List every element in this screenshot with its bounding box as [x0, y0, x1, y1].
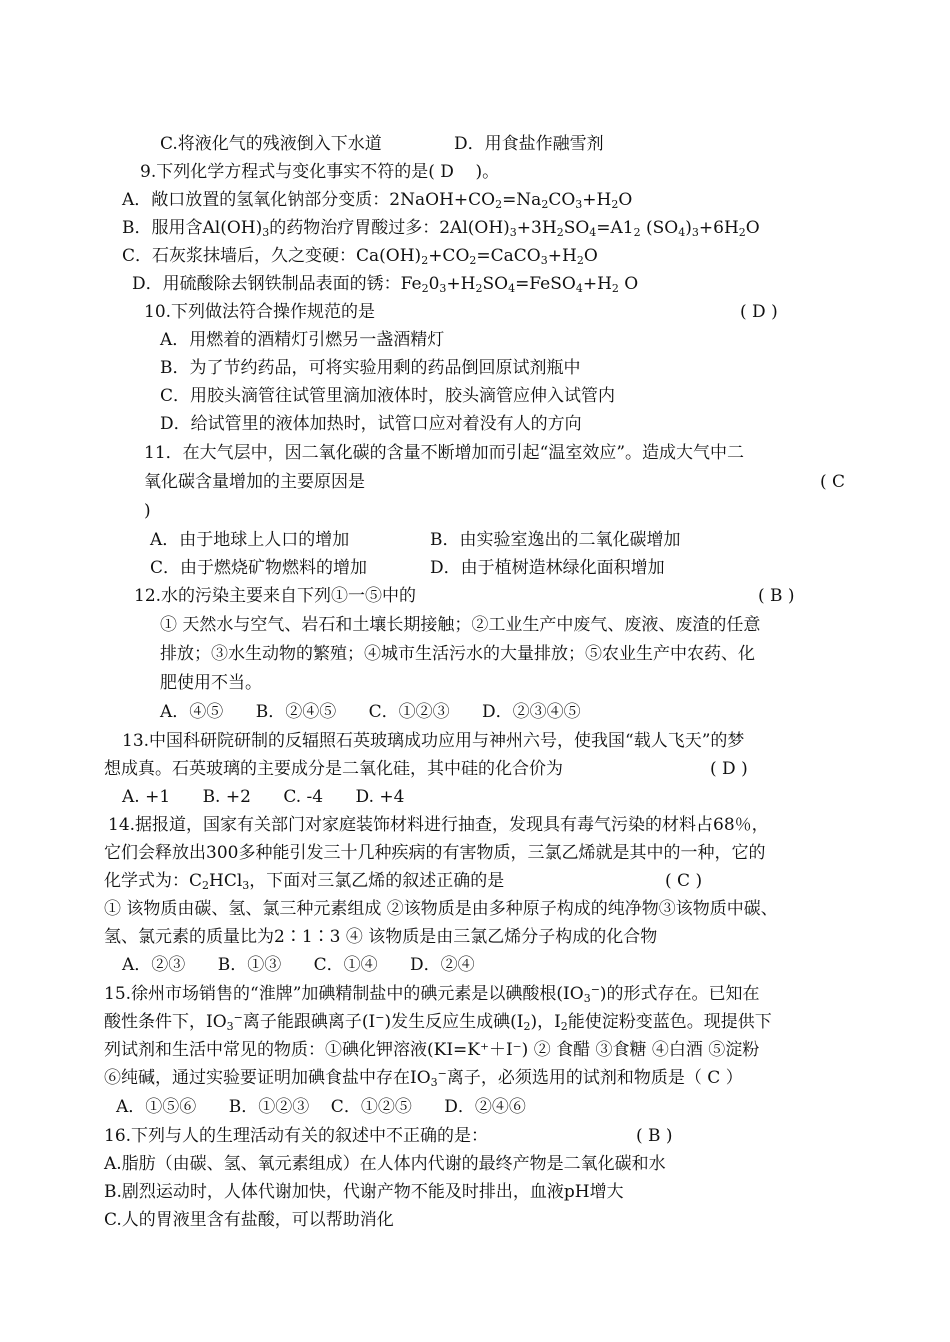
q16-stem: 16.下列与人的生理活动有关的叙述中不正确的是：: [104, 1126, 489, 1146]
q9-a-sub: 2: [611, 198, 619, 211]
q12-stem: 12.水的污染主要来自下列①一⑤中的: [134, 586, 417, 606]
q10-answer: ( D ): [740, 302, 778, 322]
q9-c-sub: 3: [540, 254, 548, 267]
q9-c-sub: 2: [421, 254, 429, 267]
q9-c-sub: 2: [576, 254, 584, 267]
q8-option-d: [454, 132, 604, 156]
q14-formula-sub: 3: [242, 879, 250, 892]
q9-c-part: O: [583, 246, 598, 266]
q15-sub: 3: [430, 1076, 438, 1089]
q14-stem-line2: 它们会释放出300多种能引发三十几种疾病的有害物质，三氯乙烯就是其中的一种，它的: [104, 843, 766, 863]
q9-d-sub: 3: [439, 282, 447, 295]
q10-option-b: B．为了节约药品，可将实验用剩的药品倒回原试剂瓶中: [160, 358, 581, 378]
q15-sup: −: [437, 1067, 447, 1080]
q9-a-part: CO: [548, 190, 576, 210]
q9-b-part: (SO: [640, 218, 679, 238]
q9-stem-end: )。: [475, 162, 500, 182]
q11-stem-line2: 氧化碳含量增加的主要原因是: [144, 472, 365, 492]
q9-c-part: =CaCO: [476, 246, 541, 266]
q12-context-line2: 排放；③水生动物的繁殖；④城市生活污水的大量排放；⑤农业生产中农药、化: [160, 644, 755, 664]
q9-b-sub: 3: [691, 226, 699, 239]
q9-d-sub: 2: [421, 282, 429, 295]
q15-sub: 3: [583, 992, 591, 1005]
q9-d-part: +H: [582, 274, 612, 294]
q15-stem-line1: [104, 982, 760, 1006]
q9-c-part: +CO: [428, 246, 470, 266]
q10-option-d: D．给试管里的液体加热时，试管口应对着没有人的方向: [160, 414, 582, 434]
q9-d-part: SO: [482, 274, 509, 294]
q9-b-part: +6H: [698, 218, 739, 238]
q9-b-part: +3H: [516, 218, 557, 238]
q9-b-part: O: [745, 218, 760, 238]
q15-sub: 2: [560, 1020, 568, 1033]
q11-option-c: C．由于燃烧矿物燃料的增加: [150, 558, 368, 578]
q9-b-sub: 2: [738, 226, 746, 239]
q9-option-c: [122, 244, 598, 268]
q8-option-c: [160, 132, 382, 156]
q9-b-sub: 4: [678, 226, 686, 239]
q15-text: 15.徐州市场销售的“淮牌”加碘精制盐中的碘元素是以碘酸根(IO: [104, 984, 584, 1004]
q15-text: )发生反应生成碘(I: [384, 1012, 524, 1032]
q9-a-part: O: [618, 190, 633, 210]
q15-sup: −: [233, 1011, 243, 1024]
q13-options: A. +1 B. +2 C. -4 D. +4: [122, 787, 405, 807]
q9-a-sub: 2: [495, 198, 503, 211]
q9-b-text: B．服用含Al(OH): [122, 218, 263, 238]
q9-b-sub: 3: [509, 226, 517, 239]
q13-stem-line1: 13.中国科研院研制的反辐照石英玻璃成功应用与神州六号，使我国“载人飞天”的梦: [122, 731, 745, 751]
q14-context-line1: ① 该物质由碳、氢、氯三种元素组成 ②该物质是由多种原子构成的纯净物③该物质中碳、: [104, 899, 778, 919]
q14-context-line2: 氢、氯元素的质量比为2∶1∶3 ④ 该物质是由三氯乙烯分子构成的化合物: [104, 927, 658, 947]
q9-d-part: O: [618, 274, 639, 294]
q9-stem-text: 9.下列化学方程式与变化事实不符的是(: [140, 162, 435, 182]
q14-formula-part: HCl: [209, 871, 243, 891]
q8-option-c-text: C.将液化气的残液倒入下水道: [160, 134, 382, 154]
q15-text: ⑥纯碱，通过实验要证明加碘食盐中存在IO: [104, 1068, 431, 1088]
q14-formula-sub: 2: [202, 879, 210, 892]
q9-a-sub: 3: [575, 198, 583, 211]
q9-a-sub: 2: [541, 198, 549, 211]
q9-b-sub: 2: [633, 226, 641, 239]
q14-answer: ( C ): [665, 871, 703, 891]
q15-text: )，I: [530, 1012, 561, 1032]
q15-sub: 3: [226, 1020, 234, 1033]
q15-stem-line4: [104, 1066, 743, 1090]
q15-stem-line3: 列试剂和生活中常见的物质：①碘化钾溶液(KI=K⁺＋I⁻) ② 食醋 ③食糖 ④白酒 ⑤淀粉: [104, 1040, 760, 1060]
q15-text: 离子，必须选用的试剂和物质是（ C ）: [446, 1068, 743, 1088]
q9-option-b: [122, 216, 760, 240]
q9-d-sub: 4: [575, 282, 583, 295]
q10-stem: 10.下列做法符合操作规范的是: [144, 302, 376, 322]
q12-context-line1: ① 天然水与空气、岩石和土壤长期接触；②工业生产中废气、废液、废渣的任意: [160, 615, 761, 635]
q11-stem-line3: ): [144, 501, 151, 521]
q15-text: 酸性条件下，IO: [104, 1012, 227, 1032]
q15-stem-line2: [104, 1010, 772, 1034]
q9-a-text: A．敞口放置的氢氧化钠部分变质：2NaOH+CO: [122, 190, 496, 210]
q14-stem-line1: 14.据报道，国家有关部门对家庭装饰材料进行抽查，发现具有毒气污染的材料占68％，: [108, 815, 769, 835]
q16-option-c: C.人的胃液里含有盐酸，可以帮助消化: [104, 1210, 394, 1230]
q9-d-sub: 2: [611, 282, 619, 295]
q11-option-b: B．由实验室逸出的二氧化碳增加: [430, 530, 681, 550]
q11-option-d: D．由于植树造林绿化面积增加: [430, 558, 665, 578]
q11-option-a: A．由于地球上人口的增加: [150, 530, 350, 550]
q12-context-line3: 肥使用不当。: [160, 673, 262, 693]
q15-text: 离子能跟碘离子(I: [242, 1012, 376, 1032]
q9-b-part: 的药物治疗胃酸过多：2Al(OH): [269, 218, 510, 238]
q13-stem-line2: 想成真。石英玻璃的主要成分是二氧化硅，其中硅的化合价为: [104, 759, 563, 779]
q9-d-sub: 4: [508, 282, 516, 295]
q11-stem-line1: 11．在大气层中，因二氧化碳的含量不断增加而引起“温室效应”。造成大气中二: [144, 443, 745, 463]
q12-answer: ( B ): [758, 586, 795, 606]
q9-c-text: C．石灰浆抹墙后，久之变硬：Ca(OH): [122, 246, 422, 266]
q15-text: 能使淀粉变蓝色。现提供下: [567, 1012, 772, 1032]
q9-b-sub: 4: [589, 226, 597, 239]
q9-b-sub: 2: [556, 226, 564, 239]
q9-option-d: [132, 272, 638, 296]
q9-c-part: +H: [547, 246, 577, 266]
q9-d-text: D．用硫酸除去钢铁制品表面的锈：Fe: [132, 274, 422, 294]
q9-answer: D: [440, 162, 454, 182]
q9-b-part: SO: [563, 218, 590, 238]
q15-sup: −: [375, 1011, 385, 1024]
q9-b-part: ): [685, 218, 692, 238]
q9-c-sub: 2: [469, 254, 477, 267]
q14-formula-prefix: 化学式为：C: [104, 871, 203, 891]
q16-answer: ( B ): [636, 1126, 673, 1146]
q11-answer: ( C: [820, 472, 846, 492]
q9-d-part: =FeSO: [515, 274, 576, 294]
q10-option-c: C．用胶头滴管往试管里滴加液体时，胶头滴管应伸入试管内: [160, 386, 616, 406]
q9-d-part: +H: [446, 274, 476, 294]
q9-a-part: +H: [582, 190, 612, 210]
q8-option-d-text: D．用食盐作融雪剂: [454, 134, 604, 154]
q16-option-b: B.剧烈运动时，人体代谢加快，代谢产物不能及时排出，血液pH增大: [104, 1182, 624, 1202]
q9-stem: [140, 160, 499, 184]
q9-d-sub: 2: [475, 282, 483, 295]
q9-d-part: 0: [428, 274, 440, 294]
q14-stem-line3: [104, 869, 504, 893]
q9-b-part: =A1: [596, 218, 634, 238]
q15-options: A．①⑤⑥ B．①②③ C．①②⑤ D．②④⑥: [116, 1097, 526, 1117]
q9-option-a: [122, 188, 632, 212]
q14-stem-rest: ，下面对三氯乙烯的叙述正确的是: [249, 871, 505, 891]
q9-b-sub: 3: [262, 226, 270, 239]
q9-a-part: =Na: [502, 190, 542, 210]
q15-text: )的形式存在。已知在: [599, 984, 760, 1004]
q14-options: A．②③ B．①③ C．①④ D．②④: [122, 955, 475, 975]
q16-option-a: A.脂肪（由碳、氢、氧元素组成）在人体内代谢的最终产物是二氧化碳和水: [104, 1154, 666, 1174]
q10-option-a: A．用燃着的酒精灯引燃另一盏酒精灯: [160, 330, 445, 350]
q13-answer: ( D ): [710, 759, 748, 779]
q15-sup: −: [590, 983, 600, 996]
q15-sub: 2: [523, 1020, 531, 1033]
q12-options: A．④⑤ B．②④⑤ C．①②③ D．②③④⑤: [160, 702, 581, 722]
